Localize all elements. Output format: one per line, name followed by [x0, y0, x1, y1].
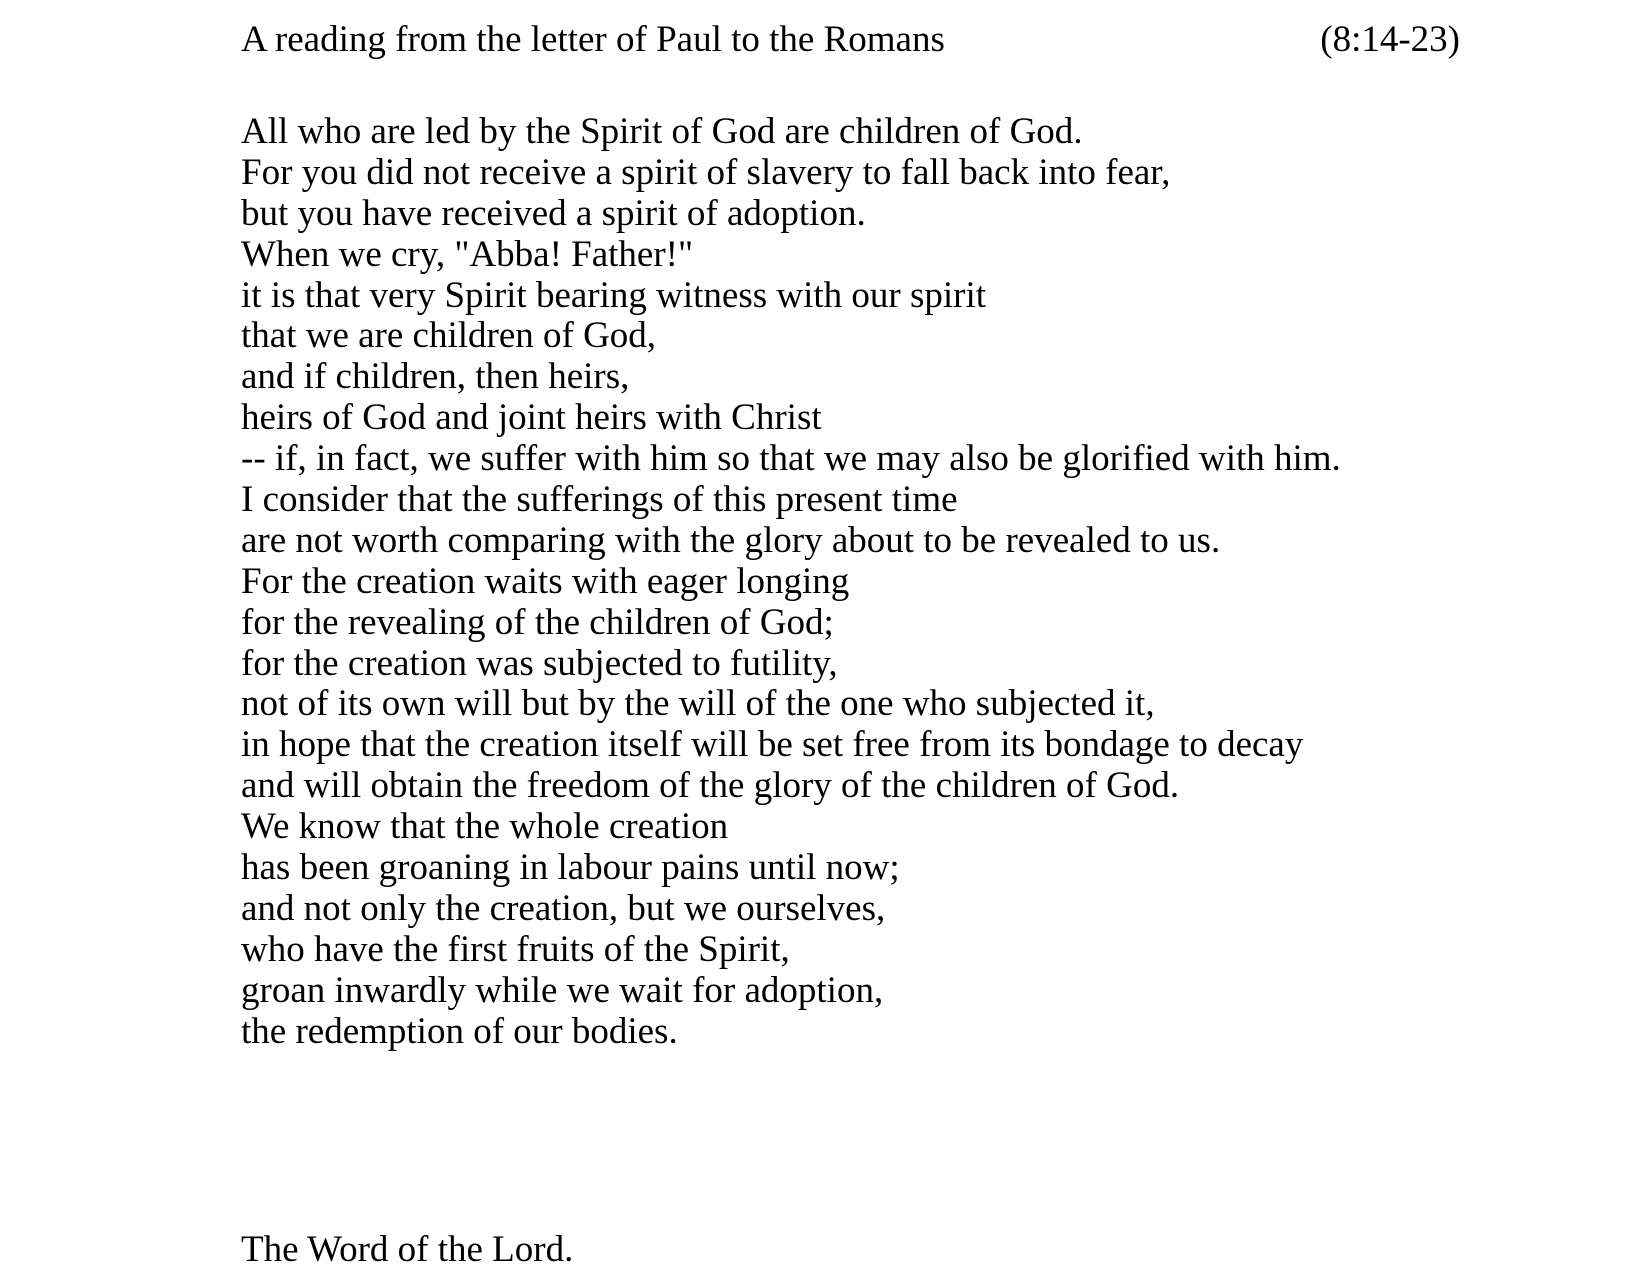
text-line: We know that the whole creation [241, 806, 729, 848]
text-line: for the revealing of the children of God; [241, 601, 834, 643]
text-line: that we are children of God, [241, 315, 657, 357]
text-line: -- if, in fact, we suffer with him so that we may also be glorified with him. [241, 438, 1341, 480]
text-line: has been groaning in labour pains until now; [241, 847, 900, 889]
text-line: are not worth comparing with the glory about to be revealed to us. [241, 519, 1221, 561]
text-line: All who are led by the Spirit of God are children of God. [241, 111, 1083, 152]
text-line: but you have received a spirit of adoption. [241, 192, 866, 234]
text-line: and not only the creation, but we ourselves, [241, 887, 886, 929]
text-line: groan inwardly while we wait for adoption, [241, 969, 884, 1011]
reading-title: A reading from the letter of Paul to the Romans [241, 19, 945, 60]
closing-acclamation: The Word of the Lord. [241, 1229, 574, 1270]
text-line: in hope that the creation itself will be set free from its bondage to decay [241, 724, 1304, 766]
text-line: For you did not receive a spirit of slavery to fall back into fear, [241, 151, 1171, 193]
text-line: heirs of God and joint heirs with Christ [241, 397, 822, 439]
scripture-reference: (8:14-23) [1320, 19, 1460, 60]
text-line: the redemption of our bodies. [241, 1010, 678, 1052]
text-line: I consider that the sufferings of this present time [241, 479, 958, 521]
text-line: not of its own will but by the will of the one who subjected it, [241, 683, 1155, 725]
text-line: and if children, then heirs, [241, 356, 630, 398]
text-line: for the creation was subjected to futility, [241, 642, 838, 684]
reading-body [241, 112, 1341, 1052]
text-line: who have the first fruits of the Spirit, [241, 928, 790, 970]
text-line: it is that very Spirit bearing witness with our spirit [241, 274, 987, 316]
text-line: and will obtain the freedom of the glory of the children of God. [241, 765, 1180, 807]
text-line: When we cry, "Abba! Father!" [241, 233, 694, 275]
text-line: For the creation waits with eager longing [241, 560, 850, 602]
